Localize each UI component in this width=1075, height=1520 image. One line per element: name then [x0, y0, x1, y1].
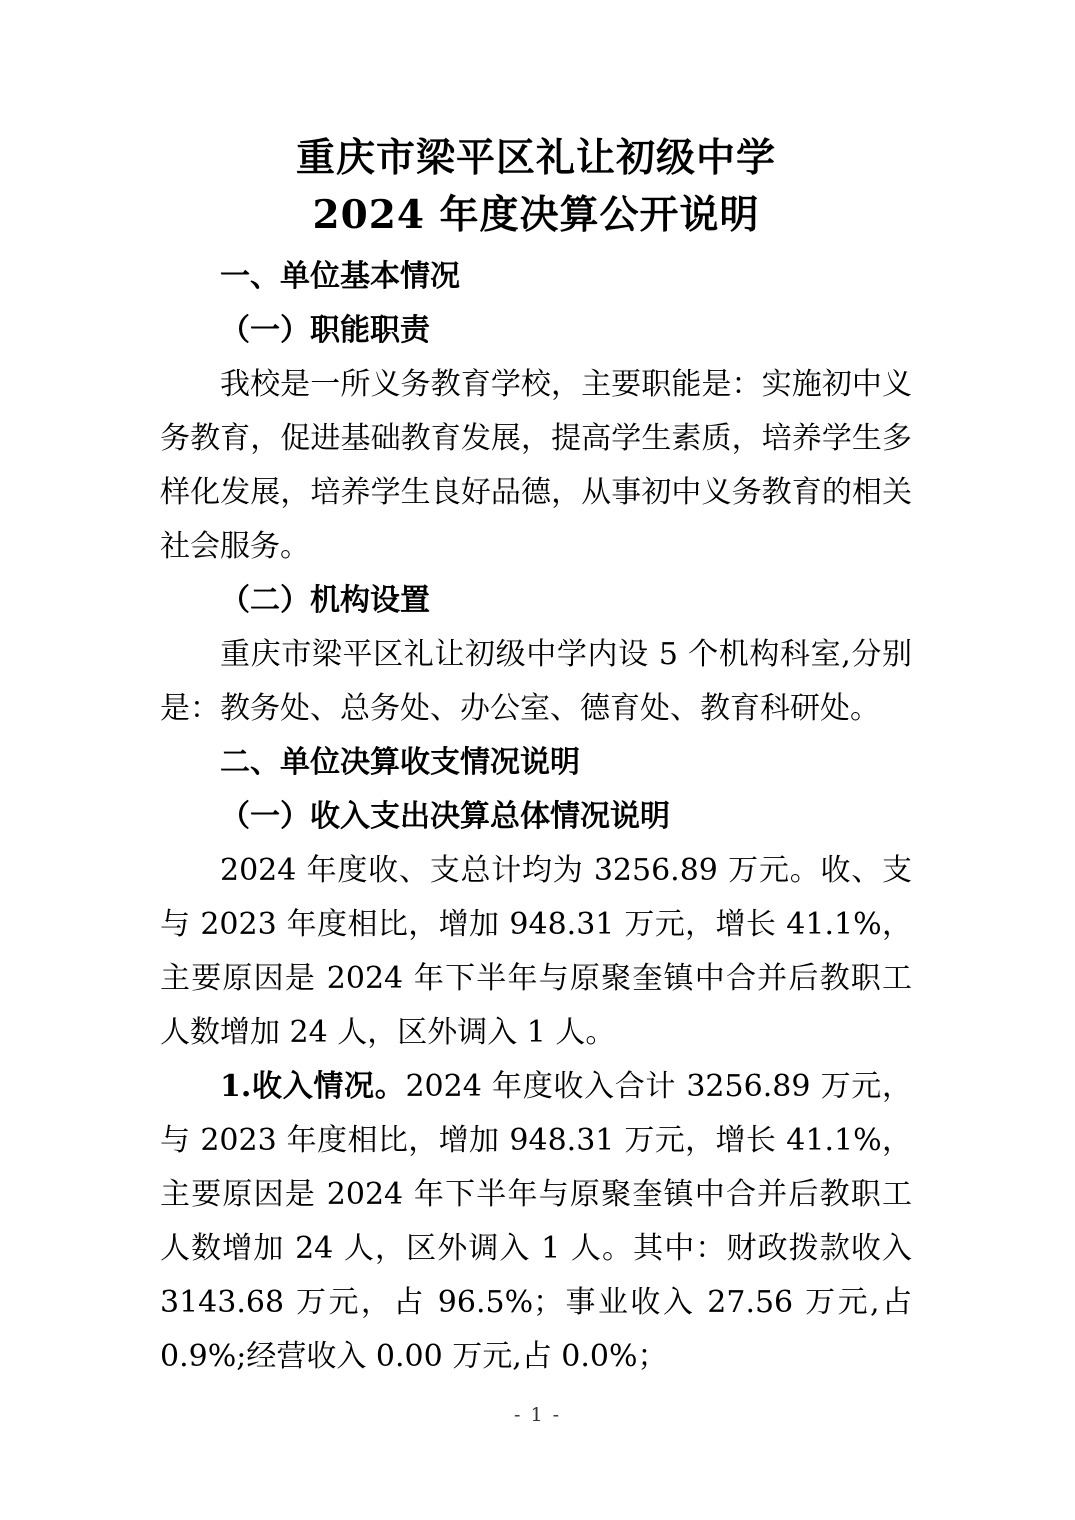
section-1-sub-1-heading: （一）职能职责	[220, 313, 430, 348]
section-2-income-paragraph	[160, 1060, 912, 1384]
title-block	[160, 130, 912, 244]
document-content	[160, 130, 912, 1384]
section-1-sub-1-paragraph: 我校是一所义务教育学校，主要职能是：实施初中义务教育，促进基础教育发展，提高学生素质，培养学生多样化发展，培养学生良好品德，从事初中义务教育的相关社会服务。	[160, 367, 912, 564]
document-title-line-1: 重庆市梁平区礼让初级中学	[295, 135, 776, 181]
section-2-heading: 二、单位决算收支情况说明	[220, 745, 580, 780]
section-2-sub-1-heading: （一）收入支出决算总体情况说明	[220, 799, 670, 834]
income-paragraph-lead: 1.收入情况。	[220, 1069, 406, 1104]
section-1-sub-2-heading: （二）机构设置	[220, 583, 430, 618]
page-number: - 1 -	[513, 1404, 561, 1426]
section-1-sub-2-paragraph: 重庆市梁平区礼让初级中学内设 5 个机构科室,分别是：教务处、总务处、办公室、德育处、教育科研处。	[160, 637, 912, 726]
income-paragraph-text: 2024 年度收入合计 3256.89 万元，与 2023 年度相比，增加 948.31 万元，增长 41.1%，主要原因是 2024 年下半年与原聚奎镇中合并后教职工人数增加 24 人，区外调入 1 人。其中：财政拨款收入 3143.68 万元，占 96.5%；事业收入 27.56 万元,占 0.9%;经营收入 0.00 万元,占 0.0%；	[160, 1069, 912, 1374]
document-title-line-2: 2024 年度决算公开说明	[312, 192, 760, 238]
section-1-heading: 一、单位基本情况	[220, 259, 460, 294]
section-2-overview-paragraph: 2024 年度收、支总计均为 3256.89 万元。收、支与 2023 年度相比，增加 948.31 万元，增长 41.1%，主要原因是 2024 年下半年与原聚奎镇中合并后教职工人数增加 24 人，区外调入 1 人。	[160, 853, 912, 1050]
